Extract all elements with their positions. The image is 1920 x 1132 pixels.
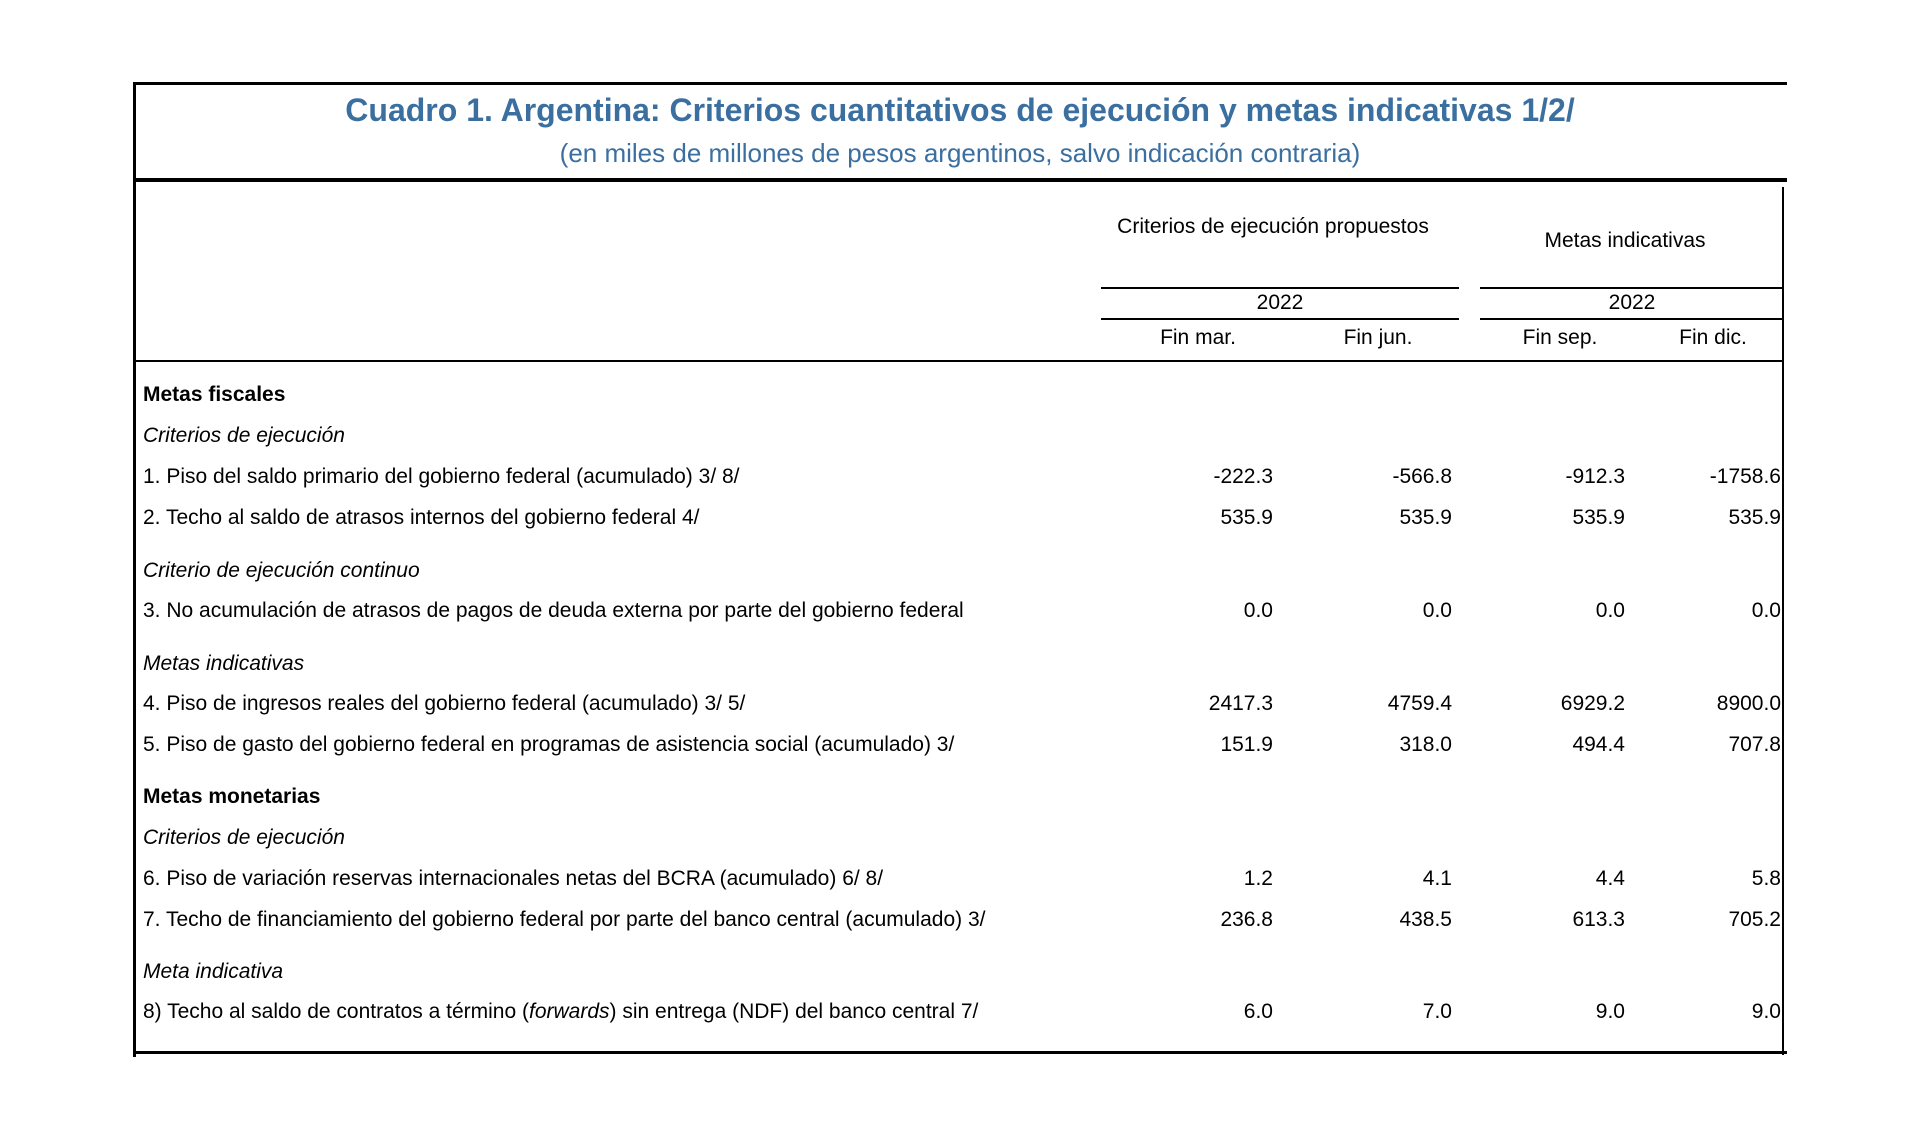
row-label-8-em: forwards: [529, 1000, 610, 1023]
cell-5-mar: 151.9: [1220, 733, 1273, 756]
cell-3-mar: 0.0: [1243, 599, 1273, 622]
cell-6-dic: 5.8: [1751, 867, 1781, 890]
cell-6-mar: 1.2: [1243, 867, 1273, 890]
cell-3-jun: 0.0: [1422, 599, 1452, 622]
cell-8-sep: 9.0: [1595, 1000, 1625, 1023]
cell-1-mar: -222.3: [1213, 465, 1273, 488]
period-fin-sep: Fin sep.: [1522, 326, 1598, 349]
subsection-criterios-ejecucion-monetarias: Criterios de ejecución: [143, 826, 345, 849]
table-title: Cuadro 1. Argentina: Criterios cuantitativos de ejecución y metas indicativas 1/2/: [345, 92, 1575, 128]
subsection-metas-indicativas: Metas indicativas: [143, 652, 305, 675]
cell-2-sep: 535.9: [1572, 506, 1625, 529]
title-rule: [133, 178, 1787, 182]
period-fin-jun: Fin jun.: [1343, 326, 1413, 349]
cell-8-jun: 7.0: [1422, 1000, 1452, 1023]
section-metas-monetarias: Metas monetarias: [143, 785, 321, 808]
cell-2-dic: 535.9: [1728, 506, 1781, 529]
row-label-7: 7. Techo de financiamiento del gobierno federal por parte del banco central (acumulado) 3/: [143, 908, 986, 931]
table-frame: [133, 82, 1785, 1054]
subsection-criterio-continuo: Criterio de ejecución continuo: [143, 559, 420, 582]
period-fin-mar: Fin mar.: [1160, 326, 1236, 349]
cell-5-sep: 494.4: [1572, 733, 1625, 756]
cell-1-jun: -566.8: [1392, 465, 1452, 488]
row-label-4: 4. Piso de ingresos reales del gobierno federal (acumulado) 3/ 5/: [143, 692, 746, 715]
cell-7-jun: 438.5: [1399, 908, 1452, 931]
top-border: [133, 82, 1787, 85]
group1-label: Criterios de ejecución propuestos: [1117, 215, 1429, 238]
group2-year: 2022: [1608, 291, 1656, 314]
row-label-5: 5. Piso de gasto del gobierno federal en programas de asistencia social (acumulado) 3/: [143, 733, 955, 756]
left-border: [133, 82, 136, 1057]
cell-2-mar: 535.9: [1220, 506, 1273, 529]
section-metas-fiscales: Metas fiscales: [143, 383, 286, 406]
group2-label: Metas indicativas: [1544, 229, 1706, 252]
period-fin-dic: Fin dic.: [1679, 326, 1747, 349]
cell-5-jun: 318.0: [1399, 733, 1452, 756]
group1-year: 2022: [1256, 291, 1304, 314]
subsection-meta-indicativa: Meta indicativa: [143, 960, 284, 983]
cell-4-sep: 6929.2: [1560, 692, 1625, 715]
row-label-8: [143, 997, 978, 1027]
row-label-3: 3. No acumulación de atrasos de pagos de deuda externa por parte del gobierno federal: [143, 599, 964, 622]
cell-3-dic: 0.0: [1751, 599, 1781, 622]
cell-1-sep: -912.3: [1565, 465, 1625, 488]
cell-8-dic: 9.0: [1751, 1000, 1781, 1023]
cell-6-jun: 4.1: [1422, 867, 1452, 890]
cell-7-dic: 705.2: [1728, 908, 1781, 931]
bottom-border: [133, 1051, 1787, 1054]
cell-8-mar: 6.0: [1243, 1000, 1273, 1023]
cell-7-sep: 613.3: [1572, 908, 1625, 931]
row-label-1: 1. Piso del saldo primario del gobierno federal (acumulado) 3/ 8/: [143, 465, 740, 488]
cell-4-jun: 4759.4: [1387, 692, 1452, 715]
cell-5-dic: 707.8: [1728, 733, 1781, 756]
row-label-2: 2. Techo al saldo de atrasos internos del gobierno federal 4/: [143, 506, 700, 529]
row-label-6: 6. Piso de variación reservas internacionales netas del BCRA (acumulado) 6/ 8/: [143, 867, 884, 890]
table-subtitle: (en miles de millones de pesos argentinos, salvo indicación contraria): [559, 138, 1361, 168]
group2-year-rule: [1480, 318, 1784, 320]
group1-year-rule: [1101, 318, 1459, 320]
cell-3-sep: 0.0: [1595, 599, 1625, 622]
cell-4-mar: 2417.3: [1208, 692, 1273, 715]
cell-6-sep: 4.4: [1595, 867, 1625, 890]
cell-4-dic: 8900.0: [1716, 692, 1781, 715]
header-rule: [133, 360, 1784, 362]
row-label-8-post: ) sin entrega (NDF) del banco central 7/: [609, 1000, 979, 1023]
cell-7-mar: 236.8: [1220, 908, 1273, 931]
cell-2-jun: 535.9: [1399, 506, 1452, 529]
cell-1-dic: -1758.6: [1709, 465, 1781, 488]
row-label-8-pre: 8) Techo al saldo de contratos a término (: [143, 1000, 529, 1023]
subsection-criterios-ejecucion: Criterios de ejecución: [143, 424, 345, 447]
